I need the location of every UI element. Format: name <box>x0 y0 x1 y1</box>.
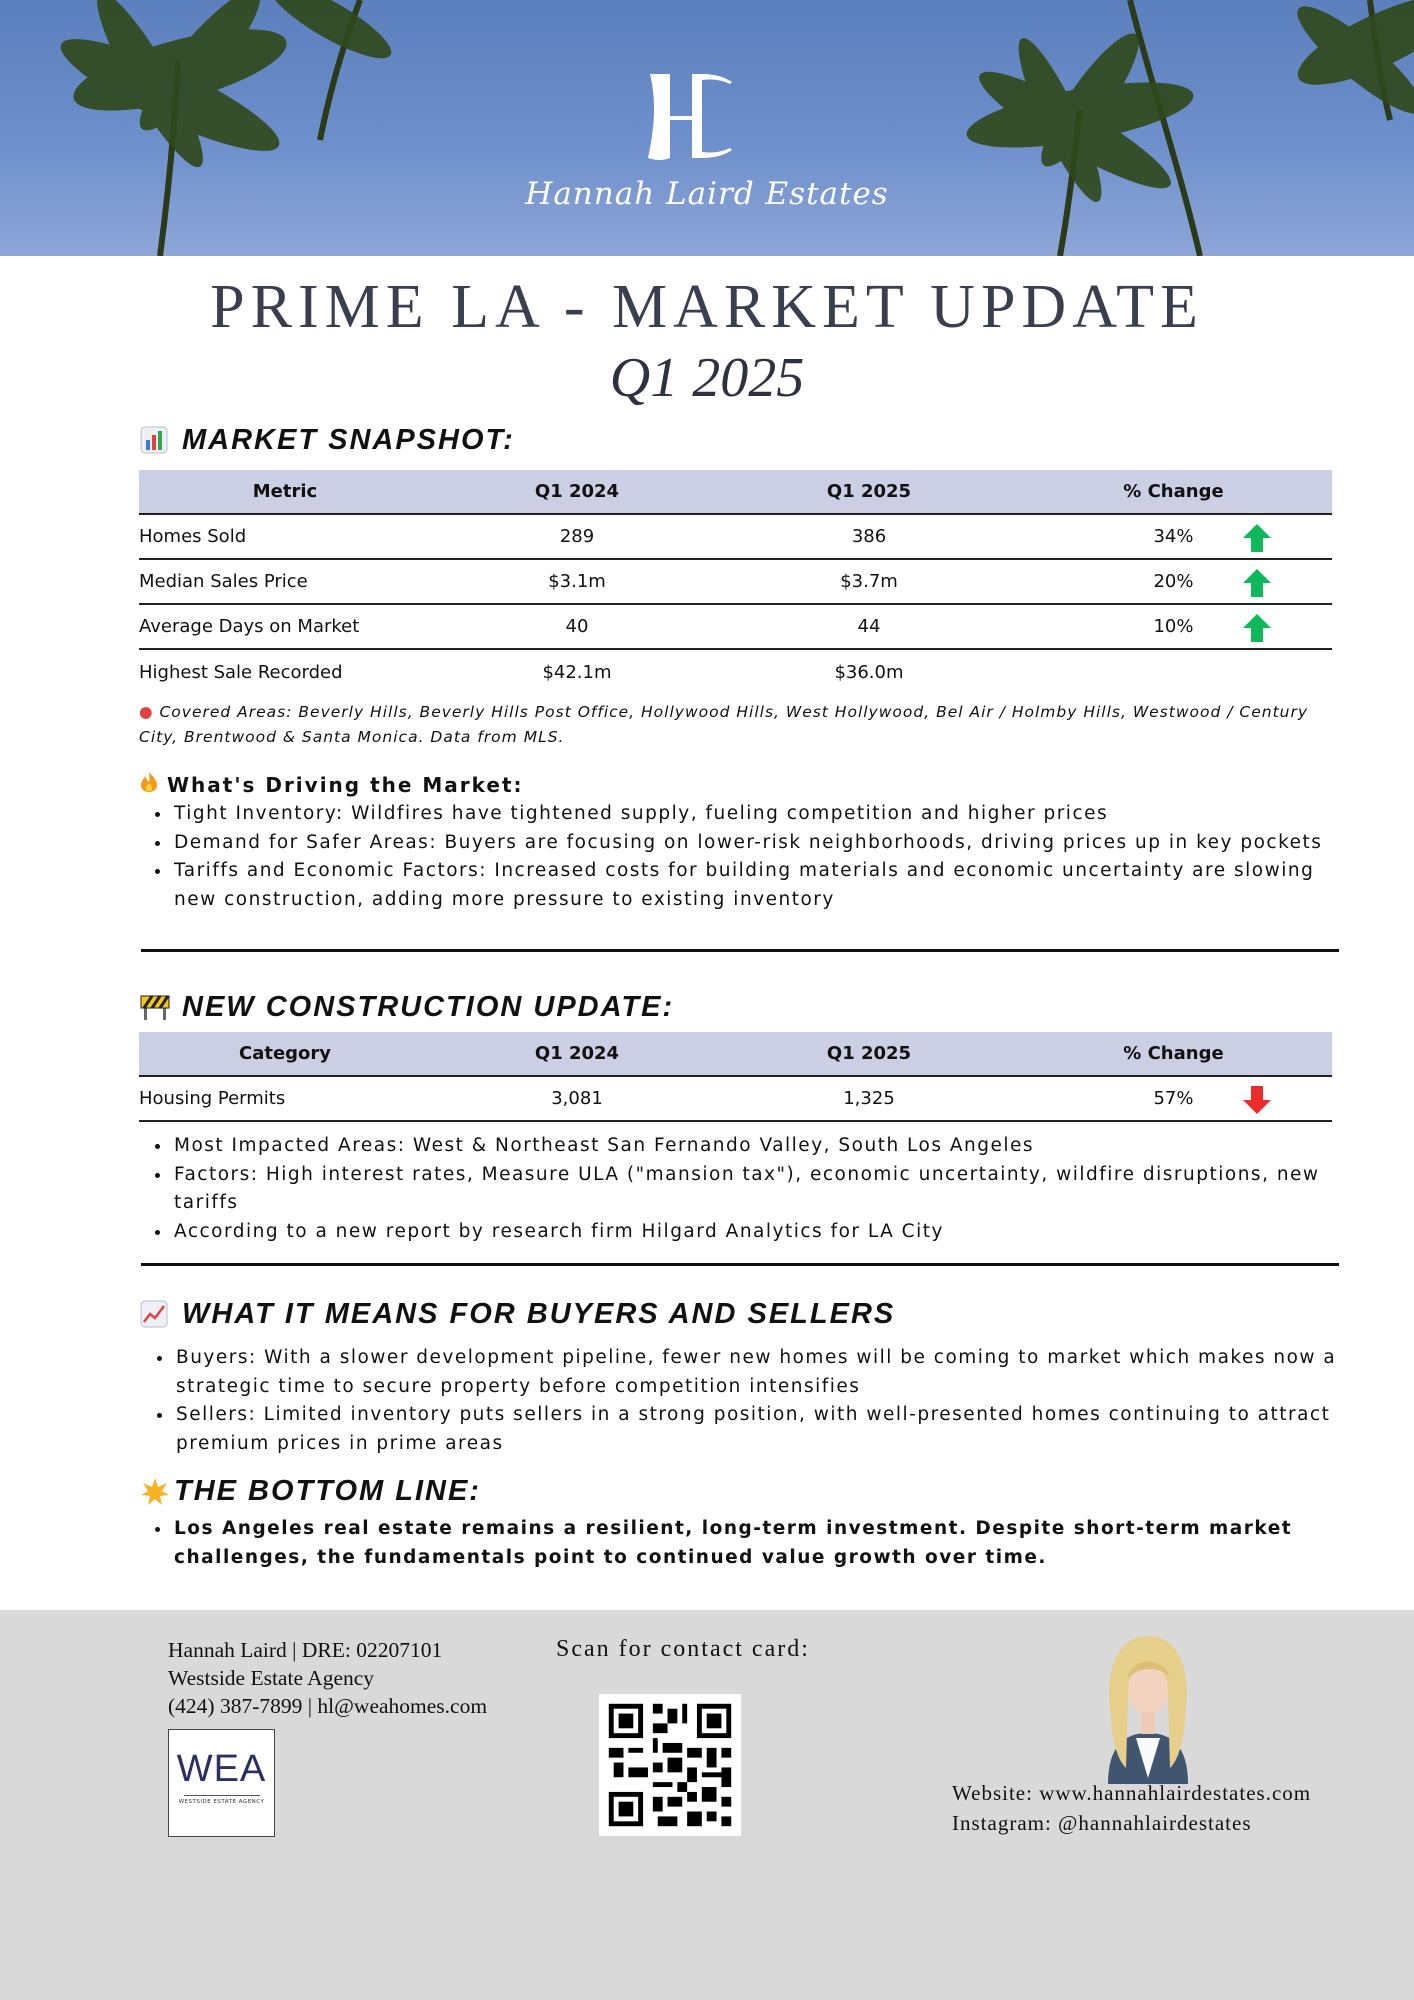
agency-line: Westside Estate Agency <box>168 1666 375 1690</box>
agent-contact <box>168 1636 487 1720</box>
market-snapshot-table <box>139 470 1332 694</box>
change-value: 57% <box>1153 1088 1194 1109</box>
value-cell: 44 <box>723 604 1015 649</box>
arrow-down-icon <box>1242 1085 1272 1115</box>
change-value: 34% <box>1153 526 1194 547</box>
metric-cell: Housing Permits <box>139 1076 431 1121</box>
buyers-sellers-heading <box>140 1298 895 1331</box>
metric-cell: Highest Sale Recorded <box>139 661 343 683</box>
agent-headshot-photo <box>1088 1628 1208 1784</box>
wea-logo-subtext: WESTSIDE ESTATE AGENCY <box>178 1799 265 1805</box>
buyers-sellers-list <box>172 1344 1342 1458</box>
arrow-up-icon <box>1242 568 1272 598</box>
value-cell: 1,325 <box>723 1076 1015 1121</box>
construction-barrier-icon <box>140 993 170 1023</box>
table-row <box>139 1076 1332 1121</box>
list-item: • Tight Inventory: Wildfires have tightened supply, fueling competition and higher prices <box>172 800 1340 829</box>
value-cell: $3.1m <box>431 559 723 604</box>
driving-market-heading <box>139 771 524 798</box>
covered-areas-note <box>139 700 1339 750</box>
metric-cell: Average Days on Market <box>139 604 431 649</box>
column-header: Q1 2024 <box>431 1032 723 1076</box>
star-burst-icon <box>140 1477 170 1507</box>
change-value: 20% <box>1153 571 1194 592</box>
value-cell: 386 <box>723 514 1015 559</box>
metric-cell: Median Sales Price <box>139 559 431 604</box>
list-item: • Most Impacted Areas: West & Northeast San Fernando Valley, South Los Angeles <box>172 1132 1340 1161</box>
page-title: PRIME LA - MARKET UPDATE <box>210 273 1204 341</box>
trend-up-chart-icon <box>140 1300 170 1330</box>
list-item: • Los Angeles real estate remains a resilient, long-term investment. Despite short-term market challenges, the fundamentals point to continued value growth over time. <box>172 1515 1340 1572</box>
wea-logo <box>168 1729 275 1837</box>
phone-email-line[interactable]: (424) 387-7899 | hl@weahomes.com <box>168 1694 488 1718</box>
value-cell: $36.0m <box>834 661 904 683</box>
bar-chart-icon <box>140 426 170 456</box>
change-cell <box>1015 559 1332 604</box>
column-header: Q1 2025 <box>723 1032 1015 1076</box>
table-header-row <box>139 470 1332 514</box>
page-subtitle: Q1 2025 <box>609 347 805 409</box>
value-cell: $3.7m <box>723 559 1015 604</box>
column-header: % Change <box>1015 470 1332 514</box>
bottom-line-heading <box>140 1475 481 1508</box>
section-heading-text: MARKET SNAPSHOT: <box>182 424 515 456</box>
section-divider <box>141 1263 1339 1266</box>
brand-logo-h-icon <box>640 70 736 162</box>
section-heading-text: WHAT IT MEANS FOR BUYERS AND SELLERS <box>182 1298 896 1330</box>
agent-name-line: Hannah Laird | DRE: 02207101 <box>168 1638 443 1662</box>
table-row <box>139 559 1332 604</box>
table-header-row <box>139 1032 1332 1076</box>
column-header: Q1 2024 <box>431 470 723 514</box>
change-cell <box>1015 1076 1332 1121</box>
wea-logo-divider <box>184 1795 260 1796</box>
construction-list <box>170 1132 1340 1246</box>
list-item: • Sellers: Limited inventory puts sellers in a strong position, with well-presented homes continuing to attract premium prices in prime areas <box>174 1401 1342 1458</box>
list-item: • According to a new report by research firm Hilgard Analytics for LA City <box>172 1218 1340 1247</box>
footer-links <box>952 1778 1311 1838</box>
table-row <box>139 604 1332 649</box>
sub-heading-text: What's Driving the Market: <box>167 772 524 797</box>
driving-market-list <box>170 800 1340 914</box>
note-text: Covered Areas: Beverly Hills, Beverly Hills Post Office, Hollywood Hills, West Hollywood, Bel Air / Holmby Hills, Westwood / Century City, Brentwood & Santa Monica. Data from MLS. <box>139 703 1309 746</box>
map-pin-icon: ● <box>139 703 154 721</box>
value-cell: 289 <box>431 514 723 559</box>
new-construction-heading <box>140 991 674 1024</box>
bottom-line-list <box>170 1515 1340 1572</box>
column-header: Q1 2025 <box>723 470 1015 514</box>
instagram-link[interactable]: Instagram: @hannahlairdestates <box>952 1811 1252 1835</box>
value-cell: 40 <box>431 604 723 649</box>
qr-code-icon[interactable] <box>599 1694 741 1836</box>
website-link[interactable]: Website: www.hannahlairdestates.com <box>952 1781 1312 1805</box>
column-header: % Change <box>1015 1032 1332 1076</box>
arrow-up-icon <box>1242 613 1272 643</box>
header-banner <box>0 0 1414 256</box>
change-cell <box>1015 514 1332 559</box>
metric-cell: Homes Sold <box>139 514 431 559</box>
table-row <box>139 649 1332 694</box>
change-value: 10% <box>1153 616 1194 637</box>
section-divider <box>141 949 1339 952</box>
value-cell: $42.1m <box>542 661 612 683</box>
fire-icon <box>139 771 159 798</box>
scan-label: Scan for contact card: <box>556 1636 810 1662</box>
new-construction-table <box>139 1032 1332 1122</box>
change-cell <box>1015 649 1332 694</box>
list-item: • Demand for Safer Areas: Buyers are focusing on lower-risk neighborhoods, driving prices up in key pockets <box>172 829 1340 858</box>
column-header: Metric <box>139 470 431 514</box>
section-heading-text: THE BOTTOM LINE: <box>174 1475 481 1507</box>
list-item: • Buyers: With a slower development pipeline, fewer new homes will be coming to market which makes now a strategic time to secure property before competition intensifies <box>174 1344 1342 1401</box>
brand-script-name: Hannah Laird Estates <box>525 176 889 212</box>
market-snapshot-heading <box>140 424 515 457</box>
list-item: • Factors: High interest rates, Measure ULA ("mansion tax"), economic uncertainty, wildfire disruptions, new tariffs <box>172 1161 1340 1218</box>
arrow-up-icon <box>1242 523 1272 553</box>
column-header: Category <box>139 1032 431 1076</box>
change-cell <box>1015 604 1332 649</box>
wea-logo-text: WEA <box>176 1748 267 1790</box>
table-row <box>139 514 1332 559</box>
list-item: • Tariffs and Economic Factors: Increased costs for building materials and economic uncertainty are slowing new construction, adding more pressure to existing inventory <box>172 857 1340 914</box>
value-cell: 3,081 <box>431 1076 723 1121</box>
section-heading-text: NEW CONSTRUCTION UPDATE: <box>182 991 675 1023</box>
